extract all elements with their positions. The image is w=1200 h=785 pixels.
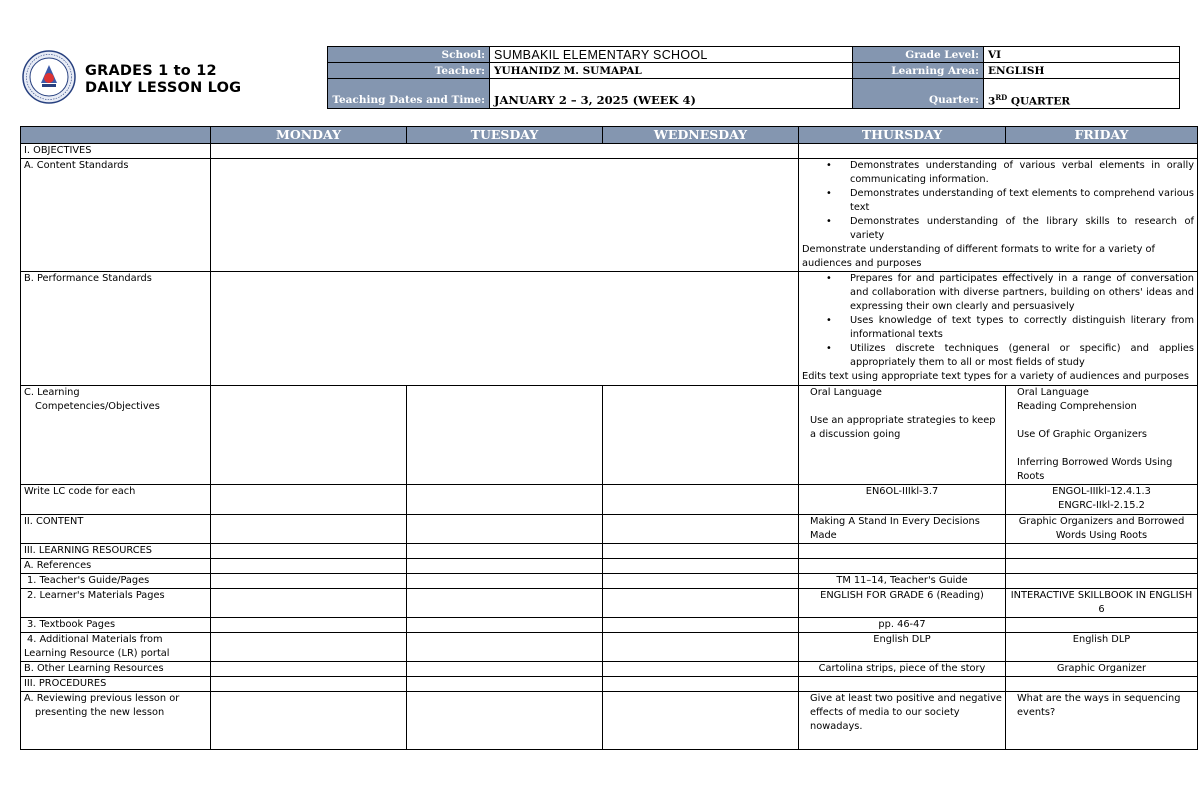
thursday-lc-code: EN6OL-IIIkl-3.7 — [799, 485, 1006, 515]
grade-value: VI — [984, 47, 1180, 63]
day-header: FRIDAY — [1006, 127, 1198, 144]
table-row — [21, 692, 1198, 750]
thursday-lm: ENGLISH FOR GRADE 6 (Reading) — [799, 589, 1006, 618]
table-row — [21, 485, 1198, 515]
monday-cell — [211, 559, 407, 574]
thursday-cell — [799, 559, 1006, 574]
tuesday-cell — [407, 515, 603, 544]
tuesday-cell — [407, 633, 603, 662]
content-standards-cell — [799, 159, 1198, 272]
quarter-label: Quarter: — [853, 79, 984, 109]
table-row — [21, 559, 1198, 574]
friday-cell — [1006, 544, 1198, 559]
header-info-table — [327, 46, 1180, 109]
list-item: • Uses knowledge of text types to correctly distinguish literary from informational texts — [850, 314, 1194, 342]
day-header: MONDAY — [211, 127, 407, 144]
lc-label-line-2: Competencies/Objectives — [35, 401, 160, 412]
tuesday-cell — [407, 662, 603, 677]
friday-content: Graphic Organizers and Borrowed Words Using Roots — [1006, 515, 1198, 544]
friday-lc-cell — [1006, 386, 1198, 485]
list-item: • Demonstrates understanding of text elements to comprehend various text — [850, 187, 1194, 215]
thursday-cell — [799, 677, 1006, 692]
dates-label: Teaching Dates and Time: — [328, 79, 490, 109]
review-label — [21, 692, 211, 750]
wednesday-cell — [603, 662, 799, 677]
dates-value: JANUARY 2 – 3, 2025 (WEEK 4) — [490, 79, 853, 109]
friday-lc-objective-2: Inferring Borrowed Words Using Roots — [1017, 457, 1173, 482]
title-line-2: DAILY LESSON LOG — [85, 80, 242, 96]
review-label-line-1: A. Reviewing previous lesson or — [24, 693, 180, 704]
learning-competencies-label — [21, 386, 211, 485]
additional-materials-line-1: 4. Additional Materials from — [27, 634, 163, 645]
monday-cell — [211, 386, 407, 485]
corner-cell — [21, 127, 211, 144]
tuesday-cell — [407, 559, 603, 574]
grade-label: Grade Level: — [853, 47, 984, 63]
additional-materials-label — [21, 633, 211, 662]
monday-cell — [211, 574, 407, 589]
lm-pages-label: 2. Learner's Materials Pages — [21, 589, 211, 618]
table-row — [21, 386, 1198, 485]
lc-label-line-1: C. Learning — [24, 387, 80, 398]
thursday-lc-objective: Use an appropriate strategies to keep a discussion going — [810, 415, 996, 440]
table-row — [21, 589, 1198, 618]
content-standards-blank — [211, 159, 799, 272]
friday-lc-objective-1: Use Of Graphic Organizers — [1017, 429, 1147, 440]
tuesday-cell — [407, 677, 603, 692]
table-row — [21, 662, 1198, 677]
wednesday-cell — [603, 692, 799, 750]
friday-other: Graphic Organizer — [1006, 662, 1198, 677]
monday-cell — [211, 515, 407, 544]
list-item: • Prepares for and participates effectively in a range of conversation and collaboration with diverse partners, building on others' ideas and expressing their own clearly and persuasively — [850, 272, 1194, 314]
wednesday-cell — [603, 544, 799, 559]
objectives-label: I. OBJECTIVES — [21, 144, 211, 159]
day-header: THURSDAY — [799, 127, 1006, 144]
area-label: Learning Area: — [853, 63, 984, 79]
performance-standards-label: B. Performance Standards — [21, 272, 211, 386]
wednesday-cell — [603, 633, 799, 662]
table-row — [21, 159, 1198, 272]
performance-standards-cell — [799, 272, 1198, 386]
monday-cell — [211, 633, 407, 662]
day-header-row — [21, 127, 1198, 144]
friday-cell — [1006, 677, 1198, 692]
monday-cell — [211, 485, 407, 515]
teacher-value: YUHANIDZ M. SUMAPAL — [490, 63, 853, 79]
school-label: School: — [328, 47, 490, 63]
tuesday-cell — [407, 544, 603, 559]
friday-cell — [1006, 559, 1198, 574]
friday-lc-code-2: ENGRC-IIkl-2.15.2 — [1058, 500, 1145, 511]
performance-standards-blank — [211, 272, 799, 386]
learning-resources-label: III. LEARNING RESOURCES — [21, 544, 211, 559]
wednesday-cell — [603, 515, 799, 544]
day-header: TUESDAY — [407, 127, 603, 144]
table-row — [21, 574, 1198, 589]
table-row — [21, 677, 1198, 692]
tuesday-cell — [407, 386, 603, 485]
table-row — [21, 272, 1198, 386]
objectives-cell — [799, 144, 1198, 159]
wednesday-cell — [603, 559, 799, 574]
wednesday-cell — [603, 618, 799, 633]
table-row — [21, 144, 1198, 159]
objectives-cell — [211, 144, 799, 159]
tg-pages-label: 1. Teacher's Guide/Pages — [21, 574, 211, 589]
title-line-1: GRADES 1 to 12 — [85, 63, 217, 79]
friday-lm: INTERACTIVE SKILLBOOK IN ENGLISH 6 — [1006, 589, 1198, 618]
references-label: A. References — [21, 559, 211, 574]
friday-lc-heading-1: Oral Language — [1017, 387, 1089, 398]
list-item: • Demonstrates understanding of the library skills to research of variety — [850, 215, 1194, 243]
performance-standards-tail: Edits text using appropriate text types for a variety of audiences and purposes — [802, 371, 1190, 382]
deped-seal-icon — [22, 50, 76, 104]
table-row — [21, 544, 1198, 559]
monday-cell — [211, 662, 407, 677]
tuesday-cell — [407, 692, 603, 750]
friday-lc-heading-2: Reading Comprehension — [1017, 401, 1137, 412]
document-title — [85, 63, 241, 97]
thursday-tb: pp. 46-47 — [799, 618, 1006, 633]
day-header: WEDNESDAY — [603, 127, 799, 144]
quarter-value — [984, 79, 1180, 109]
friday-review: What are the ways in sequencing events? — [1006, 692, 1198, 750]
thursday-review: Give at least two positive and negative effects of media to our society nowadays. — [799, 692, 1006, 750]
friday-additional: English DLP — [1006, 633, 1198, 662]
list-item: • Demonstrates understanding of various verbal elements in orally communicating information. — [850, 159, 1194, 187]
additional-materials-line-2: Learning Resource (LR) portal — [24, 648, 170, 659]
review-label-line-2: presenting the new lesson — [35, 707, 165, 718]
tuesday-cell — [407, 485, 603, 515]
table-row — [21, 633, 1198, 662]
wednesday-cell — [603, 574, 799, 589]
tuesday-cell — [407, 574, 603, 589]
monday-cell — [211, 544, 407, 559]
wednesday-cell — [603, 677, 799, 692]
thursday-tg: TM 11–14, Teacher's Guide — [799, 574, 1006, 589]
content-label: II. CONTENT — [21, 515, 211, 544]
thursday-lc-heading: Oral Language — [810, 387, 882, 398]
area-value: ENGLISH — [984, 63, 1180, 79]
table-row — [21, 515, 1198, 544]
content-standards-label: A. Content Standards — [21, 159, 211, 272]
tuesday-cell — [407, 618, 603, 633]
lesson-log-table — [20, 126, 1198, 750]
friday-cell — [1006, 574, 1198, 589]
content-standards-tail: Demonstrate understanding of different formats to write for a variety of audiences and purposes — [802, 244, 1155, 269]
tuesday-cell — [407, 589, 603, 618]
thursday-other: Cartolina strips, piece of the story — [799, 662, 1006, 677]
procedures-label: III. PROCEDURES — [21, 677, 211, 692]
friday-lc-code-1: ENGOL-IIIkl-12.4.1.3 — [1052, 486, 1151, 497]
monday-cell — [211, 618, 407, 633]
friday-lc-code — [1006, 485, 1198, 515]
wednesday-cell — [603, 485, 799, 515]
wednesday-cell — [603, 386, 799, 485]
table-row — [21, 618, 1198, 633]
monday-cell — [211, 589, 407, 618]
teacher-label: Teacher: — [328, 63, 490, 79]
list-item: • Utilizes discrete techniques (general or specific) and applies appropriately them to all or most fields of study — [850, 342, 1194, 370]
thursday-content: Making A Stand In Every Decisions Made — [799, 515, 1006, 544]
quarter-text: QUARTER — [1007, 95, 1071, 107]
school-value: SUMBAKIL ELEMENTARY SCHOOL — [490, 47, 853, 63]
thursday-additional: English DLP — [799, 633, 1006, 662]
quarter-number: 3 — [988, 95, 996, 107]
quarter-suffix: RD — [995, 92, 1008, 102]
tb-pages-label: 3. Textbook Pages — [21, 618, 211, 633]
monday-cell — [211, 677, 407, 692]
friday-cell — [1006, 618, 1198, 633]
thursday-cell — [799, 544, 1006, 559]
monday-cell — [211, 692, 407, 750]
wednesday-cell — [603, 589, 799, 618]
lc-code-label: Write LC code for each — [21, 485, 211, 515]
other-resources-label: B. Other Learning Resources — [21, 662, 211, 677]
thursday-lc-cell — [799, 386, 1006, 485]
